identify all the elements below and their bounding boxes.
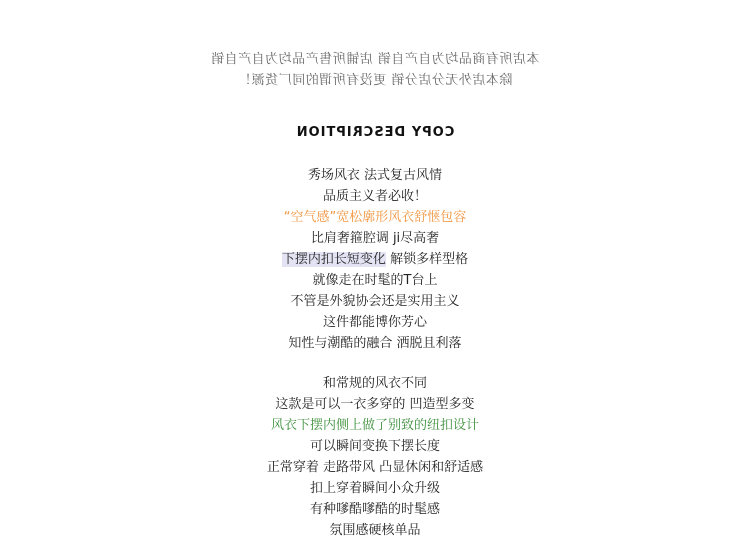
description-line-green: 风衣下摆内侧上做了别致的纽扣设计	[270, 418, 479, 433]
description-line: 氛围感硬核单品	[329, 523, 421, 538]
mirrored-notice-text-1: 本店所有商品均为自产自销 店铺所售产品均为自产自销	[210, 52, 540, 67]
description-block-1	[0, 165, 750, 354]
description-line: 和常规的风衣不同	[322, 376, 427, 391]
mirrored-notice-text-2: 除本店外无分店分销 更没有所谓的同厂货源！	[237, 73, 513, 88]
description-line: 不管是外貌协会还是实用主义	[290, 294, 460, 309]
description-line: 扣上穿着瞬间小众升级	[309, 481, 440, 496]
description-line: 品质主义者必收！	[322, 189, 427, 204]
description-line: 比肩奢箍腔调 ji尽高奢	[310, 231, 440, 246]
description-line: 可以瞬间变换下摆长度	[309, 439, 440, 454]
highlighted-text: 下摆内扣长短变化	[281, 252, 386, 267]
description-line: 秀场风衣 法式复古风情	[307, 168, 443, 183]
section-heading	[0, 125, 750, 140]
description-line-orange: “空气感”宽松廓形风衣舒惬包容	[283, 210, 467, 225]
description-text: 解锁多样型格	[390, 252, 469, 267]
description-line-mixed	[0, 249, 750, 270]
description-line: 这件都能博你芳心	[322, 315, 427, 330]
description-line: 知性与潮酷的融合 洒脱且利落	[288, 336, 462, 351]
mirrored-heading-text: COPY DESCRIPTION	[295, 125, 455, 140]
description-line: 有种嗲酷嗲酷的时髦感	[309, 502, 440, 517]
description-line: 这款是可以一衣多穿的 凹造型多变	[275, 397, 475, 412]
description-line: 就像走在时髦的T台上	[312, 273, 438, 288]
store-notice-line-1	[0, 48, 750, 67]
description-line: 正常穿着 走路带风 凸显休闲和舒适感	[266, 460, 484, 475]
description-block-2	[0, 373, 750, 541]
store-notice-line-2	[0, 69, 750, 88]
